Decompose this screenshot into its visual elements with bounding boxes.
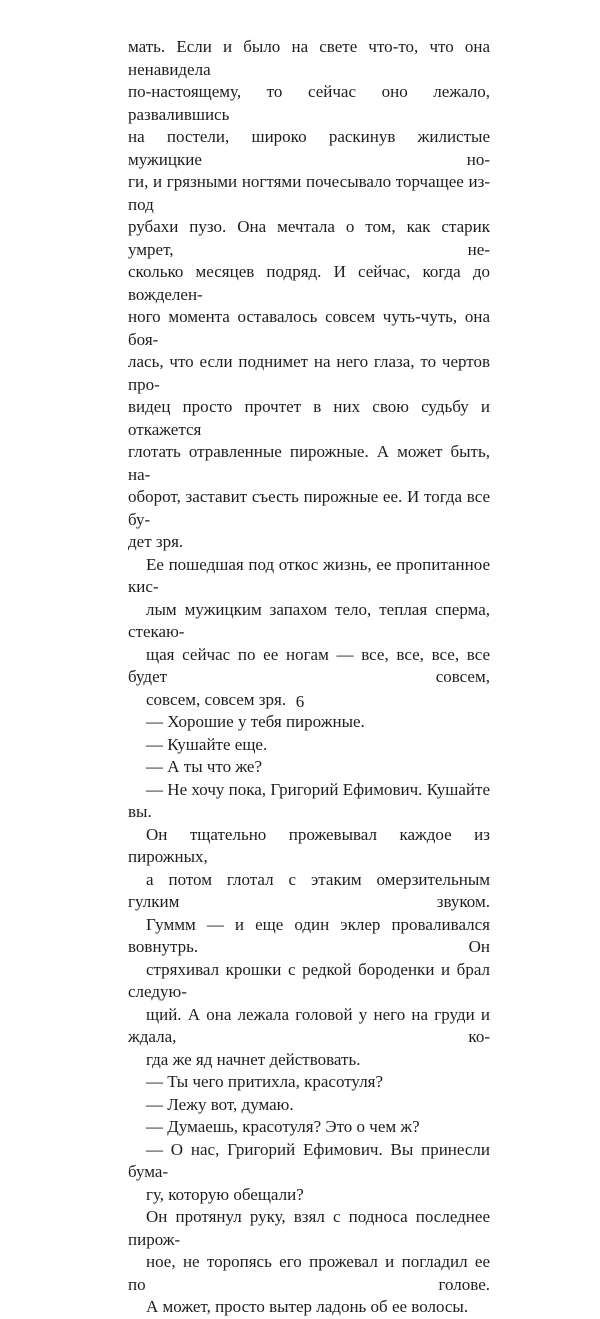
paragraph <box>128 36 490 554</box>
text-line: дет зря. <box>128 532 184 551</box>
text-line: ги, и грязными ногтями почесывало торчащее из-под <box>128 172 490 214</box>
text-line: щая сейчас по ее ногам — все, все, все, все будет совсем, <box>128 644 490 686</box>
text-line: Гуммм — и еще один эклер проваливался вовнутрь. Он <box>128 914 490 956</box>
text-line: гу, которую обещали? <box>146 1184 304 1204</box>
text-line: стряхивал крошки с редкой бороденки и брал следую- <box>128 959 490 1001</box>
paragraph <box>128 711 490 734</box>
text-line: совсем, совсем зря. <box>146 689 287 709</box>
text-line: А может, просто вытер ладонь об ее волосы. <box>146 1297 469 1316</box>
text-line: — Думаешь, красотуля? Это о чем ж? <box>146 1117 420 1136</box>
paragraph <box>128 734 490 757</box>
text-line: рубахи пузо. Она мечтала о том, как старик умрет, не- <box>128 217 490 259</box>
paragraph <box>128 1071 490 1094</box>
paragraph <box>128 756 490 779</box>
text-line: а потом глотал с этаким омерзительным гулким звуком. <box>128 869 490 911</box>
text-line: видец просто прочтет в них свою судьбу и откажется <box>128 397 490 439</box>
paragraph <box>128 779 490 824</box>
text-line: по-настоящему, то сейчас оно лежало, развалившись <box>128 82 490 124</box>
body-text <box>128 36 490 1319</box>
text-line: — Лежу вот, думаю. <box>146 1094 294 1114</box>
text-line: лым мужицким запахом тело, теплая сперма, стекаю- <box>128 599 490 641</box>
text-line: ного момента оставалось совсем чуть-чуть, она боя- <box>128 307 490 349</box>
paragraph <box>128 1206 490 1319</box>
text-line: сколько месяцев подряд. И сейчас, когда до вожделен- <box>128 262 490 304</box>
text-line: на постели, широко раскинув жилистые мужицкие но- <box>128 127 490 169</box>
text-line: Ее пошедшая под откос жизнь, ее пропитанное кис- <box>128 554 490 596</box>
text-line: Он протянул руку, взял с подноса последнее пирож- <box>128 1207 490 1249</box>
paragraph <box>128 554 490 712</box>
text-line: лась, что если поднимет на него глаза, то чертов про- <box>128 352 490 394</box>
text-line: глотать отравленные пирожные. А может быть, на- <box>128 442 490 484</box>
text-line: щий. А она лежала головой у него на груди и ждала, ко- <box>128 1004 490 1046</box>
text-line: — Хорошие у тебя пирожные. <box>146 712 365 731</box>
text-line: — Кушайте еще. <box>146 734 268 754</box>
paragraph <box>128 1116 490 1139</box>
page-number: 6 <box>295 692 305 711</box>
paragraph <box>128 824 490 1072</box>
paragraph <box>128 1094 490 1117</box>
text-line: оборот, заставит съесть пирожные ее. И тогда все бу- <box>128 487 490 529</box>
text-line: — О нас, Григорий Ефимович. Вы принесли бума- <box>128 1139 490 1181</box>
text-line: — Не хочу пока, Григорий Ефимович. Кушайте вы. <box>128 779 490 821</box>
text-line: Он тщательно прожевывал каждое из пирожных, <box>128 824 490 866</box>
text-line: — А ты что же? <box>146 757 262 776</box>
text-line: мать. Если и было на свете что-то, что она ненавидела <box>128 37 490 79</box>
text-line: — Ты чего притихла, красотуля? <box>146 1072 384 1091</box>
text-line: ное, не торопясь его прожевал и погладил ее по голове. <box>128 1252 490 1294</box>
paragraph <box>128 1139 490 1207</box>
text-line: гда же яд начнет действовать. <box>146 1049 361 1069</box>
